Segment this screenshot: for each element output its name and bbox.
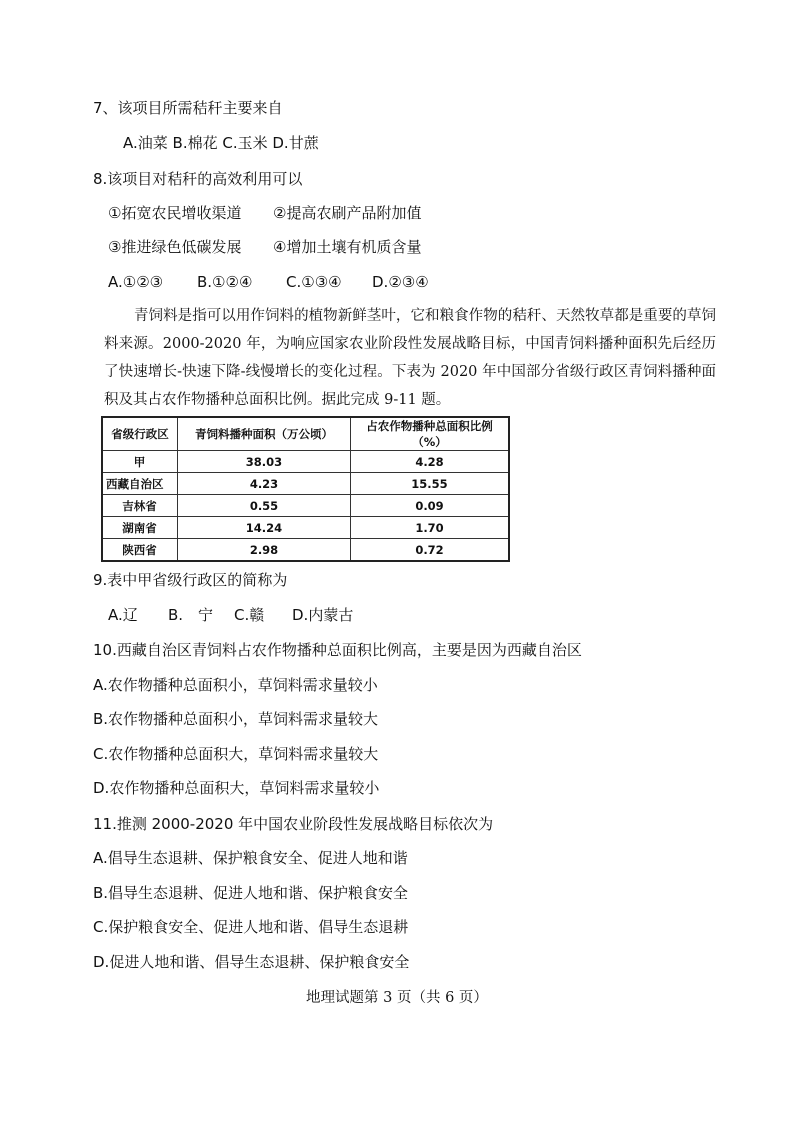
table-row [102,495,509,517]
q8-option-b: B.①②④ [197,273,253,291]
q8-item-3: ③推进绿色低碳发展 [108,238,242,256]
table-row [102,473,509,495]
cell-ratio: 0.72 [351,539,510,562]
cell-area: 14.24 [178,517,351,539]
q9-option-a: A.辽 [108,606,138,624]
cell-region: 吉林省 [102,495,178,517]
passage-text: 青饲料是指可以用作饲料的植物新鲜茎叶，它和粮食作物的秸秆、天然牧草都是重要的草饲料来源。2000-2020 年，为响应国家农业阶段性发展战略目标，中国青饲料播种面积先后经历了快速增长-快速下降-线慢增长的变化过程。下表为 2020 年中国部分省级行政区青饲料播种面积及其占农作物播种总面积比例。据此完成 9-11 题。 [104,308,716,408]
q11-option-b: B.倡导生态退耕、促进人地和谐、保护粮食安全 [93,884,409,902]
cell-ratio: 1.70 [351,517,510,539]
q7-stem: 7、该项目所需秸秆主要来自 [93,99,283,117]
cell-area: 4.23 [178,473,351,495]
q8-option-a: A.①②③ [108,273,164,291]
q8-item-2: ②提高农刷产品附加值 [273,204,422,222]
cell-ratio: 4.28 [351,451,510,473]
table-row [102,451,509,473]
q10-stem: 10.西藏自治区青饲料占农作物播种总面积比例高，主要是因为西藏自治区 [93,641,582,659]
cell-region: 西藏自治区 [102,473,178,495]
q8-option-d: D.②③④ [372,273,429,291]
q8-item-1: ①拓宽农民增收渠道 [108,204,242,222]
cell-region: 甲 [102,451,178,473]
header-ratio: 占农作物播种总面积比例（%） [351,417,510,451]
table-header-row [102,417,509,451]
q10-option-a: A.农作物播种总面积小，草饲料需求量较小 [93,676,378,694]
q8-item-4: ④增加土壤有机质含量 [273,238,422,256]
q10-option-d: D.农作物播种总面积大，草饲料需求量较小 [93,779,380,797]
table-row [102,539,509,562]
cell-area: 2.98 [178,539,351,562]
q9-option-b: B. 宁 [168,606,214,624]
q9-option-c: C.赣 [234,606,265,624]
cell-region: 陕西省 [102,539,178,562]
q8-stem: 8.该项目对秸秆的高效利用可以 [93,170,303,188]
cell-ratio: 0.09 [351,495,510,517]
cell-area: 0.55 [178,495,351,517]
cell-area: 38.03 [178,451,351,473]
q9-option-d: D.内蒙古 [292,606,354,624]
q8-option-c: C.①③④ [286,273,342,291]
q11-option-c: C.保护粮食安全、促进人地和谐、倡导生态退耕 [93,918,409,936]
q7-options: A.油菜 B.棉花 C.玉米 D.甘蔗 [123,134,319,152]
header-area: 青饲料播种面积（万公顷） [178,417,351,451]
page-footer: 地理试题第 3 页（共 6 页） [306,990,488,1006]
cell-ratio: 15.55 [351,473,510,495]
q11-option-d: D.促进人地和谐、倡导生态退耕、保护粮食安全 [93,953,410,971]
table-row [102,517,509,539]
q11-option-a: A.倡导生态退耕、保护粮食安全、促进人地和谐 [93,849,408,867]
header-region: 省级行政区 [102,417,178,451]
feed-area-table [101,416,510,562]
cell-region: 湖南省 [102,517,178,539]
q9-stem: 9.表中甲省级行政区的简称为 [93,571,288,589]
q10-option-b: B.农作物播种总面积小，草饲料需求量较大 [93,710,379,728]
reading-passage [104,302,716,414]
q11-stem: 11.推测 2000-2020 年中国农业阶段性发展战略目标依次为 [93,815,494,833]
q10-option-c: C.农作物播种总面积大，草饲料需求量较大 [93,745,379,763]
